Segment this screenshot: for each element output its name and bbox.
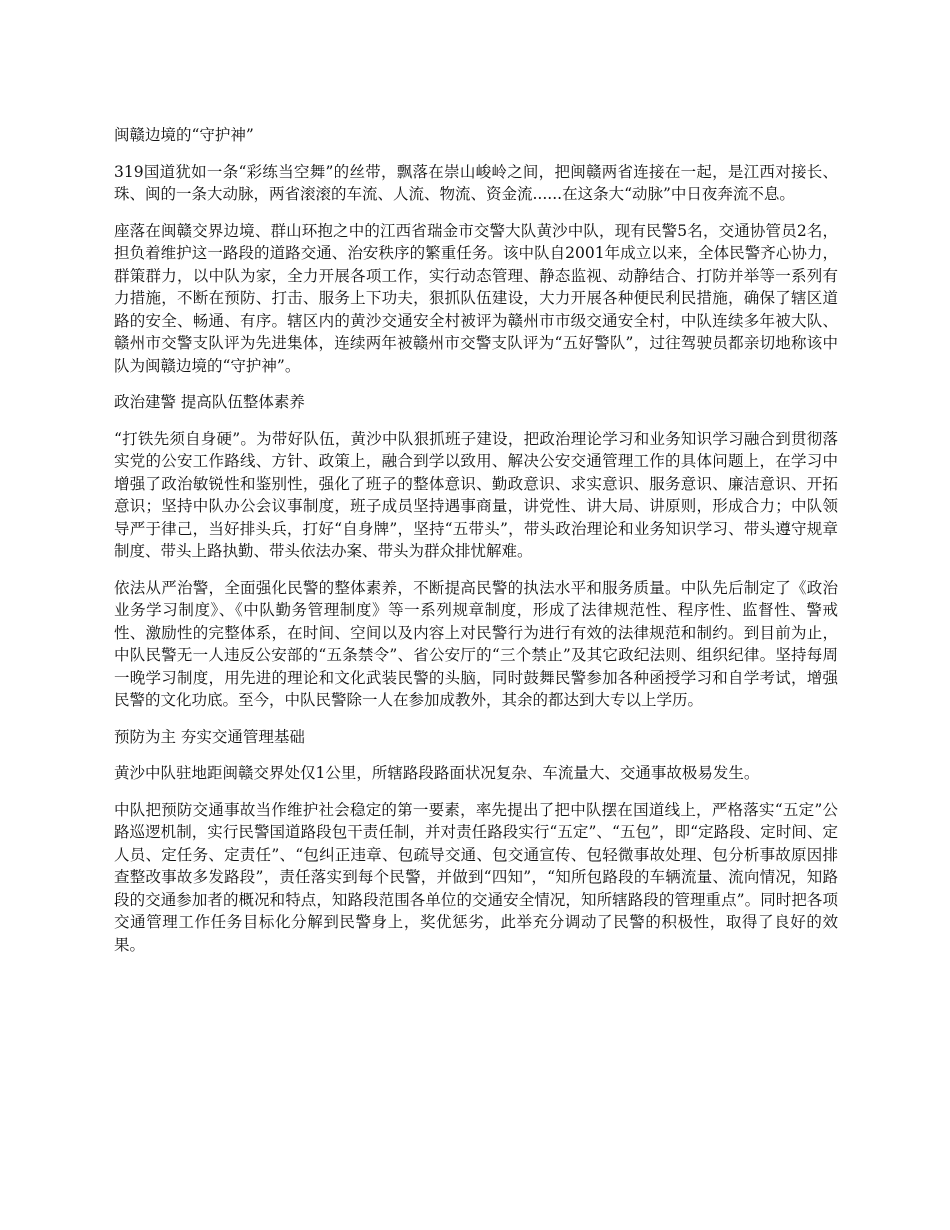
paragraph: 黄沙中队驻地距闽赣交界处仅1公里，所辖路段路面状况复杂、车流量大、交通事故极易发生。 xyxy=(114,764,760,782)
section-heading: 预防为主 夯实交通管理基础 xyxy=(114,727,305,746)
document-page xyxy=(114,124,838,970)
section-heading: 闽赣边境的“守护神” xyxy=(114,126,254,144)
section-heading: 政治建警 提高队伍整体素养 xyxy=(114,393,305,411)
paragraph: 依法从严治警，全面强化民警的整体素养，不断提高民警的执法水平和服务质量。中队先后制定了《政治业务学习制度》、《中队勤务管理制度》等一系列规章制度，形成了法律规范性、程序性、监督性、警戒性、激励性的完整体系，在时间、空间以及内容上对民警行为进行有效的法律规范和制约。到目前为止，中队民警无一人违反公安部的“五条禁令”、省公安厅的“三个禁止”及其它政纪法则、组织纪律。坚持每周一晚学习制度，用先进的理论和文化武装民警的头脑，同时鼓舞民警参加各种函授学习和自学考试，增强民警的文化功底。至今，中队民警除一人在参加成教外，其余的都达到大专以上学历。 xyxy=(114,578,838,709)
paragraph: “打铁先须自身硬”。为带好队伍，黄沙中队狠抓班子建设，把政治理论学习和业务知识学习融合到贯彻落实党的公安工作路线、方针、政策上，融合到学以致用、解决公安交通管理工作的具体问题上，在学习中增强了政治敏锐性和鉴别性，强化了班子的整体意识、勤政意识、求实意识、服务意识、廉洁意识、开拓意识；坚持中队办公会议事制度，班子成员坚持遇事商量，讲党性、讲大局、讲原则，形成合力；中队领导严于律己，当好排头兵，打好“自身牌”，坚持“五带头”，带头政治理论和业务知识学习、带头遵守规章制度、带头上路执勤、带头依法办案、带头为群众排忧解难。 xyxy=(114,429,838,560)
paragraph: 座落在闽赣交界边境、群山环抱之中的江西省瑞金市交警大队黄沙中队，现有民警5名，交通协管员2名，担负着维护这一路段的道路交通、治安秩序的繁重任务。该中队自2001年成立以来，全体民警齐心协力，群策群力，以中队为家，全力开展各项工作，实行动态管理、静态监视、动静结合、打防并举等一系列有力措施，不断在预防、打击、服务上下功夫，狠抓队伍建设，大力开展各种便民利民措施，确保了辖区道路的安全、畅通、有序。辖区内的黄沙交通安全村被评为赣州市市级交通安全村，中队连续多年被大队、赣州市交警支队评为先进集体，连续两年被赣州市交警支队评为“五好警队”，过往驾驶员都亲切地称该中队为闽赣边境的“守护神”。 xyxy=(114,221,838,375)
paragraph: 319国道犹如一条“彩练当空舞”的丝带，飘落在崇山峻岭之间，把闽赣两省连接在一起，是江西对接长、珠、闽的一条大动脉，两省滚滚的车流、人流、物流、资金流......在这条大“动脉”中日夜奔流不息。 xyxy=(114,162,838,203)
paragraph: 中队把预防交通事故当作维护社会稳定的第一要素，率先提出了把中队摆在国道线上，严格落实“五定”公路巡逻机制，实行民警国道路段包干责任制，并对责任路段实行“五定”、“五包”，即“定路段、定时间、定人员、定任务、定责任”、“包纠正违章、包疏导交通、包交通宣传、包轻微事故处理、包分析事故原因排查整改事故多发路段”，责任落实到每个民警，并做到“四知”，“知所包路段的车辆流量、流向情况，知路段的交通参加者的概况和特点，知路段范围各单位的交通安全情况，知所辖路段的管理重点”。同时把各项交通管理工作任务目标化分解到民警身上，奖优惩劣，此举充分调动了民警的积极性，取得了良好的效果。 xyxy=(114,800,838,954)
